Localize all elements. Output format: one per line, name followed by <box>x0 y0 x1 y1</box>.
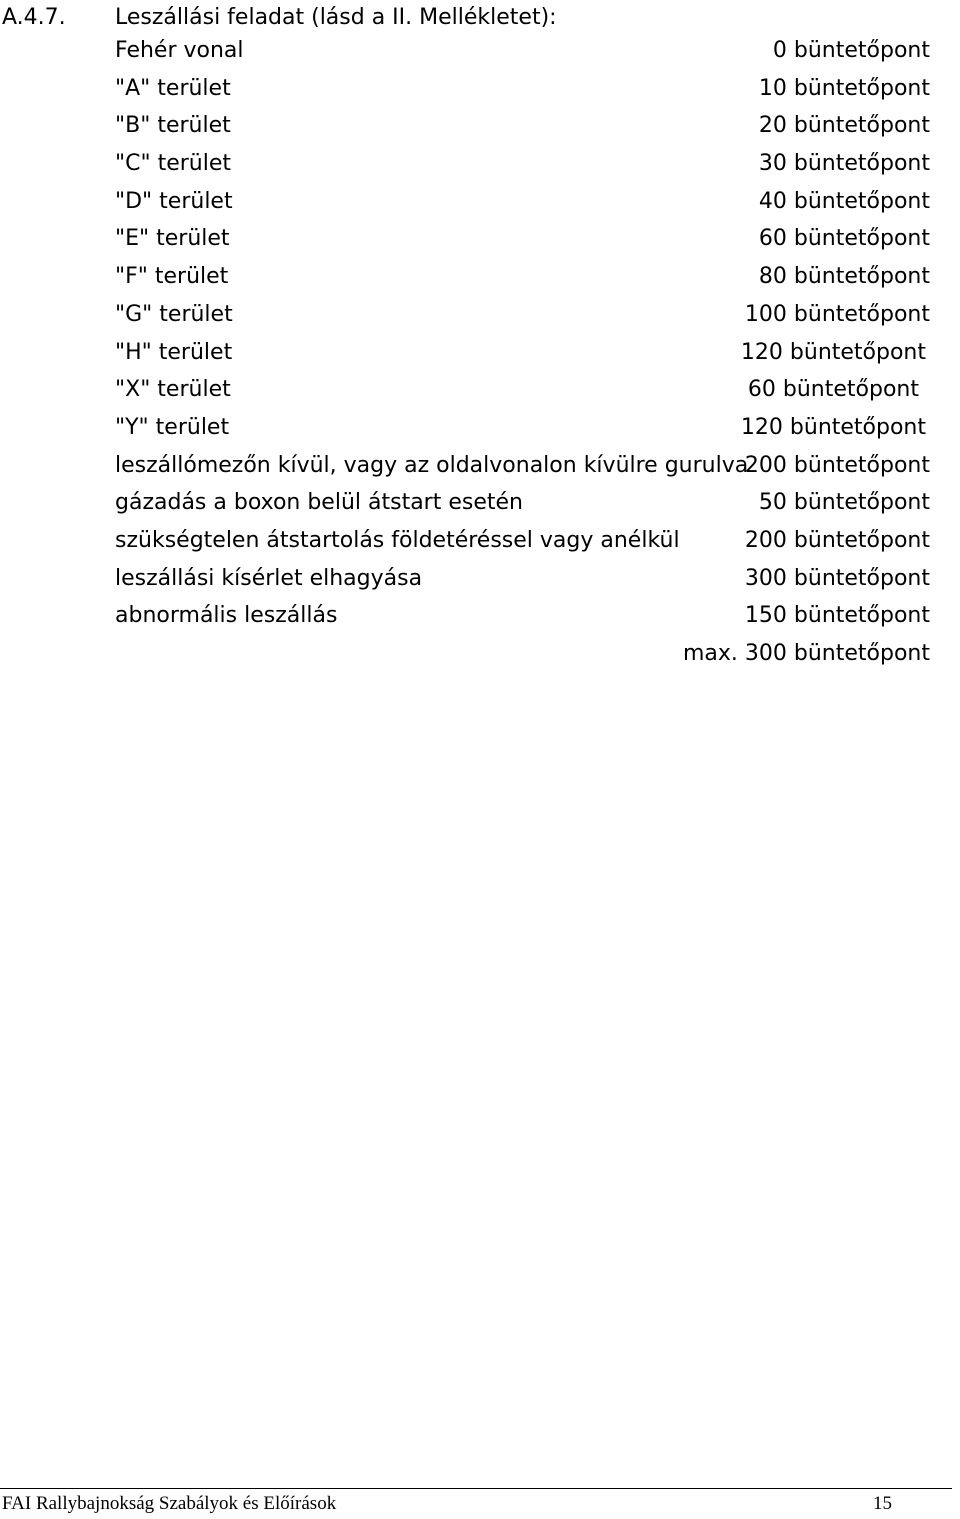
penalty-label: "F" terület <box>115 264 229 290</box>
penalty-row-unnecessary-go-around <box>0 522 960 560</box>
penalty-label: "A" terület <box>115 75 231 101</box>
penalty-row-area-d <box>0 183 960 221</box>
penalty-label: "C" terület <box>115 151 232 177</box>
section-title: Leszállási feladat (lásd a II. Mellékletet): <box>115 5 557 30</box>
penalty-points: 300 büntetőpont <box>744 565 930 591</box>
penalty-row-area-x <box>0 371 960 409</box>
penalty-points: 100 büntetőpont <box>744 301 930 327</box>
penalty-row-white-line <box>0 32 960 70</box>
penalty-points: 50 büntetőpont <box>758 490 930 516</box>
penalty-label: leszállómezőn kívül, vagy az oldalvonalon kívülre gurulva <box>115 452 749 478</box>
page-number: 15 <box>873 1493 892 1514</box>
footer-document-title: FAI Rallybajnokság Szabályok és Előírások <box>2 1493 337 1514</box>
section-number: A.4.7. <box>2 5 66 30</box>
penalty-label: "Y" terület <box>115 414 230 440</box>
penalty-points: 150 büntetőpont <box>744 603 930 629</box>
penalty-label: gázadás a boxon belül átstart esetén <box>115 490 523 516</box>
penalty-label: abnormális leszállás <box>115 603 338 629</box>
penalty-points: 40 büntetőpont <box>758 188 930 214</box>
penalty-label: "D" terület <box>115 188 233 214</box>
page-footer <box>0 1488 952 1518</box>
penalty-row-area-g <box>0 296 960 334</box>
penalty-points: 60 büntetőpont <box>758 226 930 252</box>
penalty-row-area-e <box>0 220 960 258</box>
penalty-row-abandoned-attempt <box>0 560 960 598</box>
penalty-label: Fehér vonal <box>115 38 244 63</box>
penalty-points: 200 büntetőpont <box>744 452 930 478</box>
penalty-row-area-c <box>0 145 960 183</box>
penalty-label: "G" terület <box>115 301 233 327</box>
penalty-row-area-a <box>0 70 960 108</box>
penalty-label: "B" terület <box>115 113 231 139</box>
penalty-list <box>0 32 960 673</box>
penalty-row-area-f <box>0 258 960 296</box>
penalty-points: max. 300 büntetőpont <box>683 641 930 666</box>
penalty-row-abnormal-landing <box>0 597 960 635</box>
penalty-row-throttle-in-box <box>0 484 960 522</box>
penalty-points: 60 büntetőpont <box>747 377 919 403</box>
penalty-points: 30 büntetőpont <box>758 151 930 177</box>
penalty-label: "H" terület <box>115 339 233 365</box>
penalty-points: 200 büntetőpont <box>744 527 930 553</box>
penalty-row-outside-field <box>0 447 960 485</box>
penalty-points: 120 büntetőpont <box>740 414 926 440</box>
penalty-points: 20 büntetőpont <box>758 113 930 139</box>
penalty-row-area-h <box>0 334 960 372</box>
penalty-label: leszállási kísérlet elhagyása <box>115 565 423 591</box>
penalty-row-area-y <box>0 409 960 447</box>
penalty-row-area-b <box>0 107 960 145</box>
penalty-label: "X" terület <box>115 377 231 403</box>
penalty-row-maximum <box>0 635 960 673</box>
penalty-label: "E" terület <box>115 226 230 252</box>
penalty-label: szükségtelen átstartolás földetéréssel vagy anélkül <box>115 527 680 553</box>
penalty-points: 120 büntetőpont <box>740 339 926 365</box>
penalty-points: 10 büntetőpont <box>758 75 930 101</box>
penalty-points: 0 büntetőpont <box>772 38 930 63</box>
penalty-points: 80 büntetőpont <box>758 264 930 290</box>
